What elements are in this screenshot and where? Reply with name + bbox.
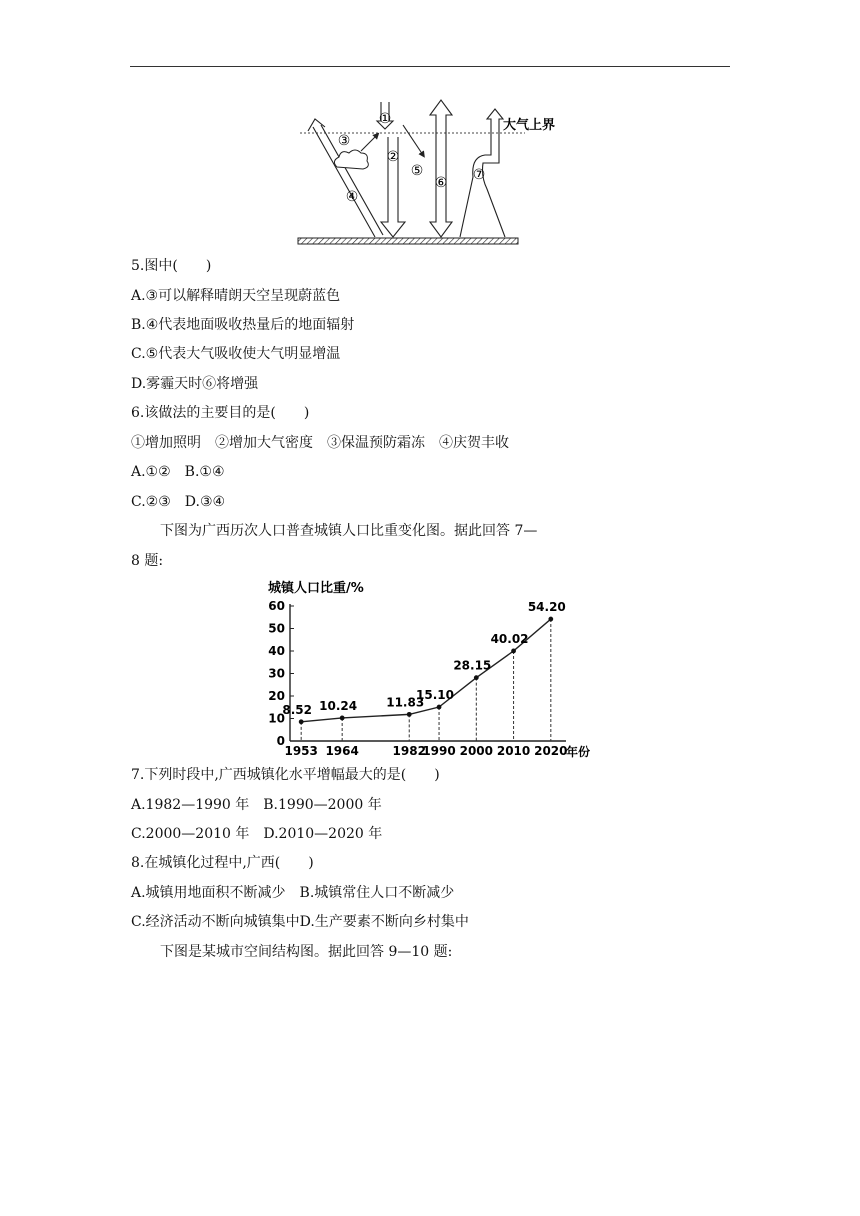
chart-data-label: 8.52 <box>282 702 312 717</box>
chart-point <box>437 705 442 710</box>
arrow-3 <box>361 135 377 151</box>
chart-x-tick-label: 2020 <box>534 744 568 758</box>
label-7: ⑦ <box>472 167 486 183</box>
chart-point <box>548 617 553 622</box>
q5-option-c: C.⑤代表大气吸收使大气明显增温 <box>131 346 341 362</box>
q7-options-cd: C.2000—2010 年 D.2010—2020 年 <box>131 826 383 842</box>
chart-point <box>299 719 304 724</box>
chart-data-label: 28.15 <box>453 658 492 673</box>
chart-data-label: 54.20 <box>527 600 566 615</box>
chart-y-tick-label: 60 <box>268 599 285 613</box>
q7-options-ab: A.1982—1990 年 B.1990—2000 年 <box>131 797 382 813</box>
chart-point <box>340 716 345 721</box>
chart-y-tick-label: 30 <box>268 666 285 681</box>
chart-y-tick-label: 50 <box>268 621 285 636</box>
chart-x-tick-label: 1964 <box>325 744 359 758</box>
chart-y-tick-label: 10 <box>268 711 285 726</box>
q5-option-b: B.④代表地面吸收热量后的地面辐射 <box>131 317 355 333</box>
intro-7-8-line2: 8 题: <box>131 553 164 569</box>
q8-options-cd: C.经济活动不断向城镇集中D.生产要素不断向乡村集中 <box>131 914 469 930</box>
chart-xlabel: 年份 <box>566 745 591 759</box>
chart-x-tick-label: 1990 <box>422 744 456 758</box>
chart-ylabel: 城镇人口比重/% <box>268 581 364 596</box>
chart-y-tick-label: 40 <box>268 644 285 658</box>
chart-data-label: 10.24 <box>319 698 358 713</box>
chart-point <box>474 675 479 680</box>
header-rule <box>130 66 730 67</box>
intro-9-10: 下图是某城市空间结构图。据此回答 9—10 题: <box>160 944 453 960</box>
chart-data-label: 15.10 <box>416 688 455 703</box>
q8-stem: 8.在城镇化过程中,广西( ) <box>131 855 314 871</box>
cloud <box>334 150 368 169</box>
ground <box>298 238 518 244</box>
chart-y-tick-label: 20 <box>268 689 285 703</box>
label-5: ⑤ <box>410 163 424 179</box>
q8-options-ab: A.城镇用地面积不断减少 B.城镇常住人口不断减少 <box>131 885 455 901</box>
urban-population-chart <box>262 576 602 762</box>
q5-option-a: A.③可以解释晴朗天空呈现蔚蓝色 <box>131 288 341 304</box>
chart-point <box>511 649 516 654</box>
chart-y-tick-label: 0 <box>276 734 285 748</box>
chart-x-tick-label: 2000 <box>459 744 494 758</box>
label-2: ② <box>386 149 400 165</box>
top-of-atmosphere-label: 大气上界 <box>503 118 556 133</box>
chart-x-tick-label: 2010 <box>496 744 531 758</box>
q7-stem: 7.下列时段中,广西城镇化水平增幅最大的是( ) <box>131 767 440 783</box>
q6-items: ①增加照明 ②增加大气密度 ③保温预防霜冻 ④庆贺丰收 <box>131 435 509 451</box>
chart-x-tick-label: 1953 <box>284 744 318 758</box>
chart-x-tick-label: 1982 <box>392 744 426 758</box>
label-4: ④ <box>345 189 359 205</box>
arrow-6 <box>430 100 452 237</box>
q6-options-cd: C.②③ D.③④ <box>131 494 226 510</box>
q6-options-ab: A.①② B.①④ <box>131 464 225 480</box>
intro-7-8-line1: 下图为广西历次人口普查城镇人口比重变化图。据此回答 7— <box>160 523 538 539</box>
chart-point <box>407 712 412 717</box>
chart-data-label: 40.02 <box>490 631 529 646</box>
atmosphere-radiation-diagram <box>295 97 556 249</box>
label-3: ③ <box>337 133 351 149</box>
arrow-5 <box>403 125 423 155</box>
label-1: ① <box>378 111 392 127</box>
q5-option-d: D.雾霾天时⑥将增强 <box>131 376 259 392</box>
chart-data-label: 11.83 <box>386 695 425 710</box>
q5-stem: 5.图中( ) <box>131 258 212 274</box>
q6-stem: 6.该做法的主要目的是( ) <box>131 405 310 421</box>
label-6: ⑥ <box>434 175 448 191</box>
